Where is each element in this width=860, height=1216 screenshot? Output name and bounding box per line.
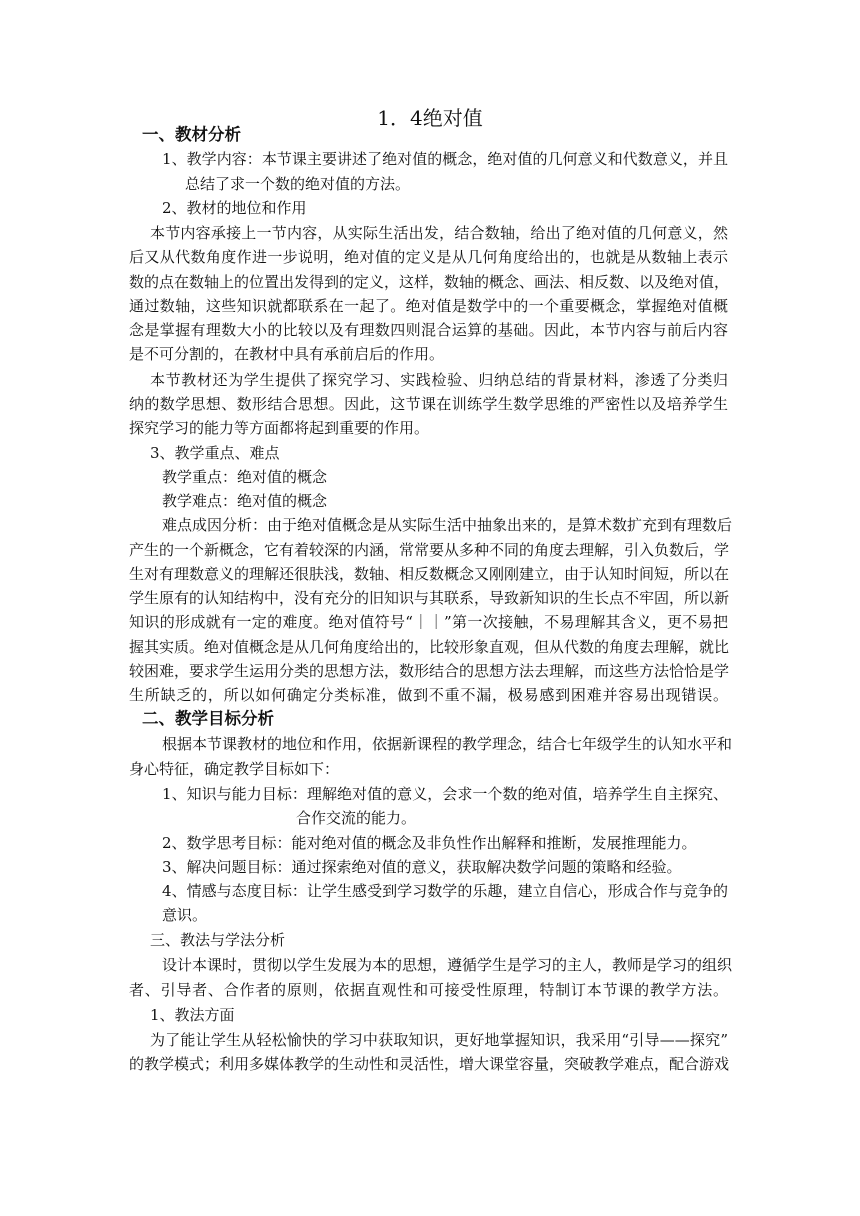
- paragraph-line: 较困难，要求学生运用分类的思想方法，数形结合的思想方法去理解，而这些方法恰恰是学: [129, 662, 730, 680]
- paragraph-line: 2、教材的地位和作用: [162, 199, 307, 217]
- paragraph-line: 为了能让学生从轻松愉快的学习中获取知识，更好地掌握知识，我采用“引导——探究”: [150, 1031, 728, 1049]
- paragraph-line: 者、引导者、合作者的原则，依据直观性和可接受性原理，特制订本节课的教学方法。: [129, 981, 728, 999]
- paragraph-line: 难点成因分析：由于绝对值概念是从实际生活中抽象出来的，是算术数扩充到有理数后: [162, 516, 733, 534]
- paragraph-line: 纳的数学思想、数形结合思想。因此，这节课在训练学生数学思维的严密性以及培养学生: [129, 395, 728, 413]
- paragraph-line: 2、数学思考目标：能对绝对值的概念及非负性作出解释和推断，发展推理能力。: [162, 834, 697, 852]
- paragraph-line: 总结了求一个数的绝对值的方法。: [185, 175, 411, 193]
- paragraph-line: 1、教学内容：本节课主要讲述了绝对值的概念，绝对值的几何意义和代数意义，并且: [162, 150, 728, 168]
- paragraph-line: 意识。: [162, 906, 208, 924]
- paragraph-line: 教学重点：绝对值的概念: [162, 468, 328, 486]
- paragraph-line: 产生的一个新概念，它有着较深的内涵，常常要从多种不同的角度去理解，引入负数后，学: [129, 541, 730, 559]
- paragraph-line: 合作交流的能力。: [296, 809, 417, 827]
- paragraph-line: 3、教学重点、难点: [150, 444, 280, 462]
- paragraph-line: 教学难点：绝对值的概念: [162, 492, 328, 510]
- paragraph-line: 学生原有的认知结构中，没有充分的旧知识与其联系，导致新知识的生长点不牢固，所以新: [129, 589, 730, 607]
- paragraph-line: 3、解决问题目标：通过探索绝对值的意义，获取解决数学问题的策略和经验。: [162, 858, 682, 876]
- paragraph-line: 生所缺乏的，所以如何确定分类标准，做到不重不漏，极易感到困难并容易出现错误。: [129, 686, 728, 704]
- paragraph-line: 念是掌握有理数大小的比较以及有理数四则混合运算的基础。因此，本节内容与前后内容: [129, 321, 728, 339]
- paragraph-line: 4、情感与态度目标：让学生感受到学习数学的乐趣，建立自信心，形成合作与竞争的: [162, 882, 728, 900]
- paragraph-line: 数的点在数轴上的位置出发得到的定义，这样，数轴的概念、画法、相反数、以及绝对值，: [129, 273, 730, 291]
- paragraph-line: 通过数轴，这些知识就都联系在一起了。绝对值是数学中的一个重要概念，掌握绝对值概: [129, 297, 728, 315]
- section-heading: 一、教材分析: [142, 125, 241, 144]
- paragraph-line: 是不可分割的，在教材中具有承前启后的作用。: [129, 345, 445, 363]
- paragraph-line: 三、教法与学法分析: [150, 931, 286, 949]
- paragraph-line: 知识的形成就有一定的难度。绝对值符号“｜｜”第一次接触，不易理解其含义，更不易把: [129, 613, 728, 631]
- paragraph-line: 1、知识与能力目标：理解绝对值的意义，会求一个数的绝对值，培养学生自主探究、: [162, 785, 728, 803]
- paragraph-line: 设计本课时，贯彻以学生发展为本的思想，遵循学生是学习的主人，教师是学习的组织: [162, 956, 733, 974]
- paragraph-line: 1、教法方面: [150, 1006, 235, 1024]
- paragraph-line: 后又从代数角度作进一步说明，绝对值的定义是从几何角度给出的，也就是从数轴上表示: [129, 248, 728, 266]
- paragraph-line: 探究学习的能力等方面都将起到重要的作用。: [129, 419, 430, 437]
- paragraph-line: 根据本节课教材的地位和作用，依据新课程的教学理念，结合七年级学生的认知水平和: [162, 735, 733, 753]
- paragraph-line: 握其实质。绝对值概念是从几何角度给出的，比较形象直观，但从代数的角度去理解，就比: [129, 638, 730, 656]
- paragraph-line: 的教学模式；利用多媒体教学的生动性和灵活性，增大课堂容量，突破教学难点，配合游戏: [129, 1055, 730, 1073]
- paragraph-line: 本节教材还为学生提供了探究学习、实践检验、归纳总结的背景材料，渗透了分类归: [150, 371, 728, 389]
- document-title: 1．4绝对值: [377, 106, 483, 130]
- paragraph-line: 本节内容承接上一节内容，从实际生活出发，结合数轴，给出了绝对值的几何意义，然: [150, 224, 728, 242]
- paragraph-line: 生对有理数意义的理解还很肤浅，数轴、相反数概念又刚刚建立，由于认知时间短，所以在: [129, 565, 730, 583]
- paragraph-line: 身心特征，确定教学目标如下：: [129, 760, 340, 778]
- section-heading: 二、教学目标分析: [142, 709, 274, 728]
